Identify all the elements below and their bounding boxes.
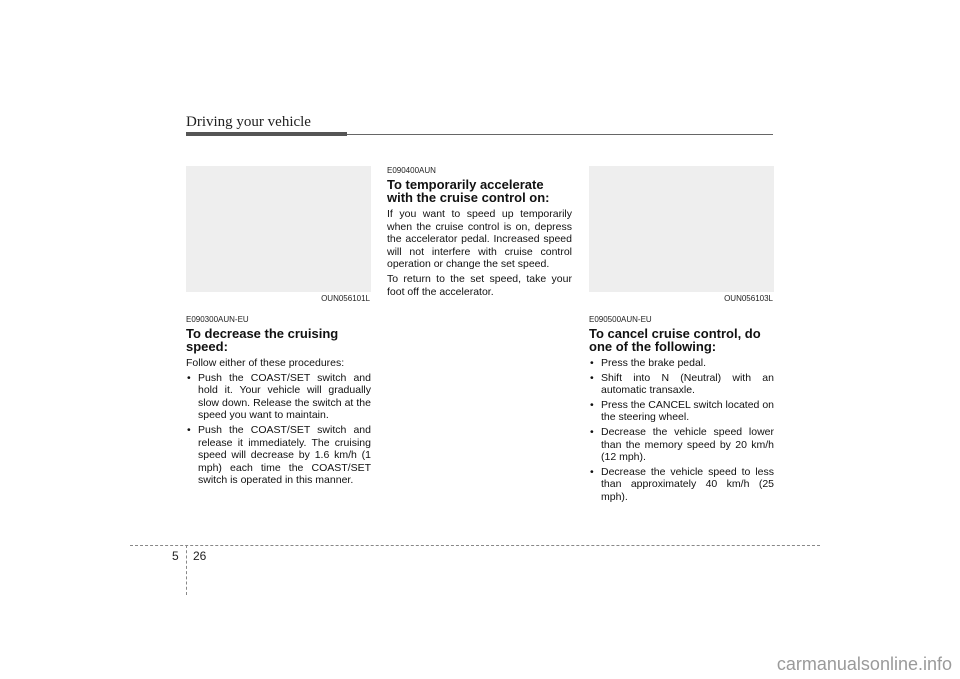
section-heading: To cancel cruise control, do one of the following: [589,326,761,354]
page-number: 26 [193,549,207,563]
chapter-number: 5 [172,549,179,563]
section-code: E090400AUN [387,166,436,175]
column-3 [589,166,774,506]
figure-code-1: OUN056101L [321,294,370,303]
list-item: • Shift into N (Neutral) with an automatic transaxle. [589,372,774,397]
section-intro: Follow either of these procedures: [186,357,345,369]
page-header-title: Driving your vehicle [186,114,311,130]
page-separator-vertical [186,545,187,595]
list-item: • Decrease the vehicle speed lower than the memory speed by 20 km/h (12 mph). [589,426,774,464]
paragraph: If you want to speed up temporarily when the cruise control is on, depress the accelerator pedal. Increased speed will not interfere with cruise control operation or change the set speed. [387,208,572,271]
section-heading: To temporarily accelerate with the cruise control on: [387,177,550,205]
list-item: • Push the COAST/SET switch and hold it. Your vehicle will gradually slow down. Release the switch at the speed you want to maintain. [186,372,371,422]
bullet-list [589,357,774,504]
column-2 [387,166,572,300]
section-code: E090500AUN-EU [589,315,652,324]
list-item: • Decrease the vehicle speed to less than approximately 40 km/h (25 mph). [589,466,774,504]
figure-code-2: OUN056103L [724,294,773,303]
watermark: carmanualsonline.info [776,654,952,674]
list-item: • Press the CANCEL switch located on the steering wheel. [589,399,774,424]
list-item: • Push the COAST/SET switch and release it immediately. The cruising speed will decrease by 1.6 km/h (1 mph) each time the COAST/SET switch is operated in this manner. [186,424,371,487]
section-heading: To decrease the cruising speed: [186,326,339,354]
bullet-list [186,372,371,487]
header-rule-thick [186,132,347,136]
column-1 [186,166,371,489]
header-rule-thin [347,134,773,135]
list-item: • Press the brake pedal. [589,357,774,370]
paragraph: To return to the set speed, take your foot off the accelerator. [387,272,572,298]
figure-placeholder-1 [186,166,371,303]
section-code: E090300AUN-EU [186,315,249,324]
figure-placeholder-2 [589,166,774,303]
page-separator [130,545,820,546]
